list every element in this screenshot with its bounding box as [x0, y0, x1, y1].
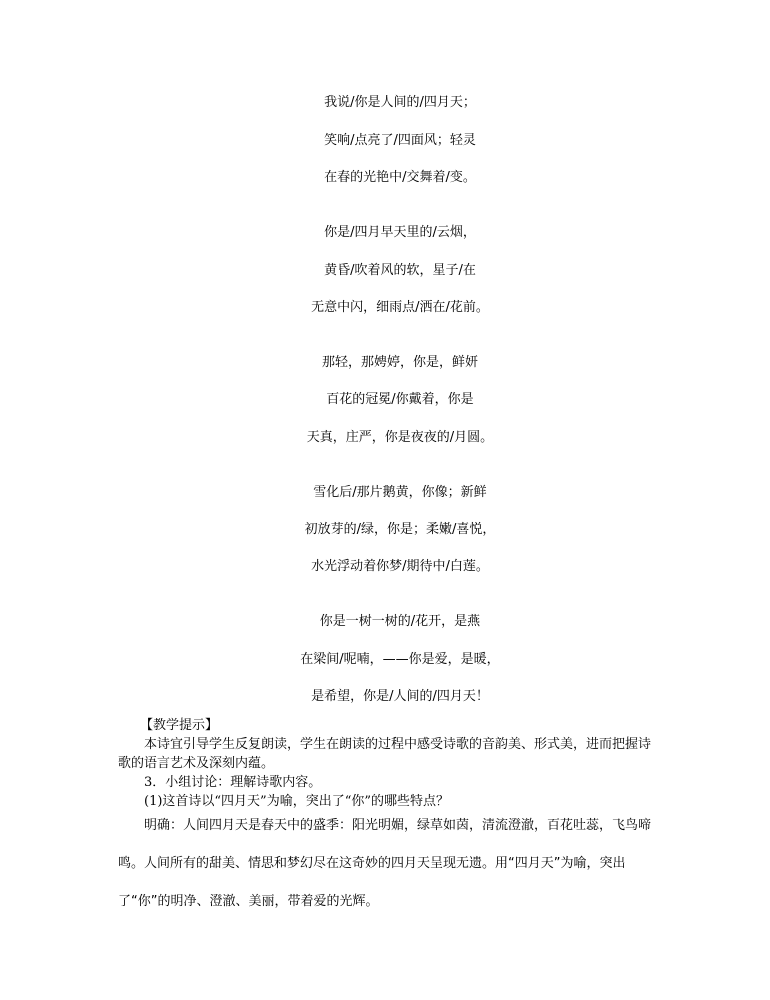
answer-lead: 明确：: [144, 818, 184, 833]
teaching-notes: [118, 735, 658, 811]
answer-text: 人间四月天是春天中的盛季：阳光明媚，绿草如茵，清流澄澈，百花吐蕊，飞鸟啼鸣。人间所有的甜美、情思和梦幻尽在这奇妙的四月天呈现无遗。用“四月天”为喻，突出了“你”的明净、澄澈、美丽，带着爱的光辉。: [118, 818, 652, 909]
answer: [118, 807, 658, 921]
poem-line: 你是一树一树的/花开，是燕: [319, 614, 481, 629]
poem-line: 我说/你是人间的/四月天；: [324, 95, 476, 110]
poem-line: 在春的光艳中/交舞着/变。: [324, 170, 476, 185]
poem-line: 黄昏/吹着风的软，星子/在: [324, 263, 476, 278]
teaching-tip-heading: 【教学提示】: [140, 718, 219, 733]
poem-line: 天真，庄严，你是夜夜的/月圆。: [306, 430, 494, 445]
poem-line: 无意中闪，细雨点/洒在/花前。: [311, 300, 489, 315]
discussion-question: (1)这首诗以“四月天”为喻，突出了“你”的哪些特点？: [144, 794, 449, 809]
poem-line: 是希望，你是/人间的/四月天！: [311, 689, 489, 704]
poem-line: 雪化后/那片鹅黄，你像；新鲜: [313, 485, 487, 500]
poem-line: 水光浮动着你梦/期待中/白莲。: [311, 559, 489, 574]
poem-line: 你是/四月早天里的/云烟，: [324, 225, 476, 240]
discussion-title: 3．小组讨论：理解诗歌内容。: [144, 775, 322, 790]
poem-line: 那轻，那娉婷，你是，鲜妍: [321, 355, 478, 370]
poem-line: 在梁间/呢喃，——你是爱，是暖，: [300, 652, 500, 667]
poem-line: 百花的冠冕/你戴着，你是: [326, 392, 474, 407]
teaching-tip-body: 本诗宜引导学生反复朗读，学生在朗读的过程中感受诗歌的音韵美、形式美，进而把握诗歌的语言艺术及深刻内蕴。: [118, 737, 652, 771]
poem-line: 初放芽的/绿，你是；柔嫩/喜悦，: [304, 522, 496, 537]
poem-line: 笑响/点亮了/四面风；轻灵: [324, 133, 476, 148]
